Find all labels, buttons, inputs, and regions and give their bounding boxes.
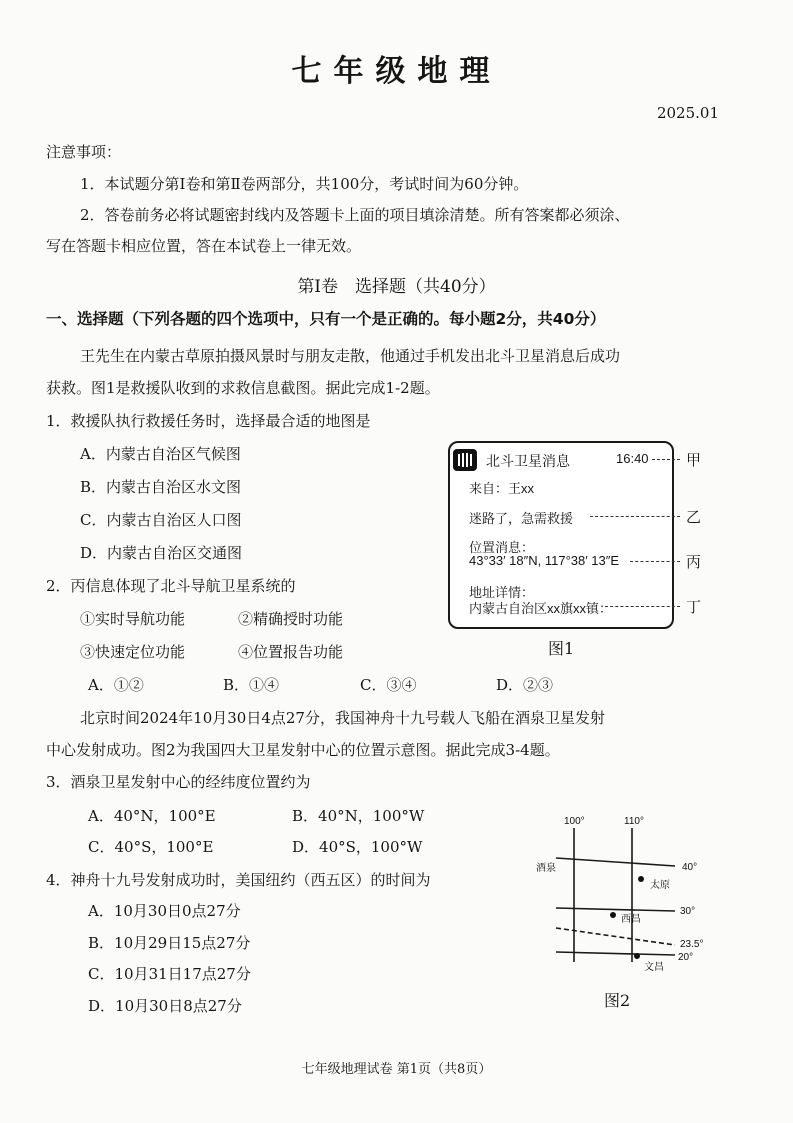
page-title: 七年级地理 (291, 54, 502, 89)
wenchang-point (634, 953, 640, 959)
notice-item-2-line-2: 写在答题卡相应位置，答在本试卷上一律无效。 (46, 237, 362, 255)
q2-item-1: ①实时导航功能 (80, 610, 186, 628)
intro1-line-2: 获救。图1是救援队收到的求救信息截图。据此完成1-2题。 (46, 379, 440, 397)
beidou-app-icon (453, 449, 477, 471)
q1-stem: 1．救援队执行救援任务时，选择最合适的地图是 (46, 412, 371, 430)
q2-option-c: C．③④ (360, 676, 417, 694)
q4-option-c: C．10月31日17点27分 (88, 965, 251, 983)
figure1-location-label: 位置消息： (469, 540, 535, 555)
q3-option-a: A．40°N，100°E (88, 807, 216, 825)
q1-option-b: B．内蒙古自治区水文图 (80, 478, 242, 496)
part1-title: 一、选择题（下列各题的四个选项中，只有一个是正确的。每小题2分，共40分） (46, 310, 606, 328)
q4-option-a: A．10月30日0点27分 (88, 902, 241, 920)
figure1-app-name: 北斗卫星消息 (486, 453, 570, 469)
leader-line-jia (652, 459, 680, 460)
exam-date: 2025.01 (656, 104, 719, 122)
figure1-tag-bing: 丙 (686, 553, 702, 571)
wenchang-label: 文昌 (644, 962, 664, 972)
figure1-tag-yi: 乙 (686, 508, 702, 526)
intro2-line-1: 北京时间2024年10月30日4点27分，我国神舟十九号载人飞船在酒泉卫星发射 (80, 709, 605, 727)
q2-option-b: B．①④ (223, 676, 280, 694)
lon-label-100: 100° (564, 816, 585, 827)
figure1-address-label: 地址详情： (469, 585, 535, 600)
q2-option-d: D．②③ (496, 676, 554, 694)
q1-option-d: D．内蒙古自治区交通图 (80, 544, 243, 562)
leader-line-ding (605, 606, 680, 607)
lat-label-23-5: 23.5° (680, 939, 704, 950)
figure1-time: 16:40 (616, 451, 649, 466)
q3-option-b: B．40°N，100°W (292, 807, 425, 825)
q2-item-3: ③快速定位功能 (80, 643, 186, 661)
leader-line-yi (590, 516, 680, 517)
taiyuan-point (638, 876, 644, 882)
q2-stem: 2．丙信息体现了北斗导航卫星系统的 (46, 577, 296, 595)
figure1-from: 来自：王xx (469, 481, 535, 496)
xichang-point (610, 912, 616, 918)
q3-stem: 3．酒泉卫星发射中心的经纬度位置约为 (46, 773, 311, 791)
jiuquan-label: 酒泉 (536, 863, 556, 874)
lon-label-110: 110° (624, 816, 644, 827)
notice-item-1: 1．本试题分第Ⅰ卷和第Ⅱ卷两部分，共100分，考试时间为60分钟。 (80, 175, 529, 193)
q2-option-a: A．①② (88, 676, 144, 694)
q2-item-2: ②精确授时功能 (238, 610, 344, 628)
q4-option-b: B．10月29日15点27分 (88, 934, 251, 952)
figure1-tag-ding: 丁 (686, 598, 702, 616)
lat-label-20: 20° (678, 952, 694, 963)
q3-option-d: D．40°S，100°W (292, 838, 423, 856)
figure1-tag-jia: 甲 (686, 451, 702, 469)
page-footer: 七年级地理试卷 第1页（共8页） (301, 1062, 492, 1077)
lat-label-40: 40° (682, 862, 698, 873)
q1-option-c: C．内蒙古自治区人口图 (80, 511, 242, 529)
figure1-location-value: 43°33′ 18″N, 117°38′ 13″E (469, 553, 620, 568)
figure2-launch-center-map (520, 812, 720, 972)
q4-option-d: D．10月30日8点27分 (88, 997, 242, 1015)
figure1-message: 迷路了，急需救援 (469, 511, 574, 526)
figure1-caption: 图1 (548, 639, 575, 658)
intro2-line-2: 中心发射成功。图2为我国四大卫星发射中心的位置示意图。据此完成3-4题。 (46, 741, 560, 759)
figure1-address-value: 内蒙古自治区xx旗xx镇： (469, 601, 613, 616)
leader-line-bing (630, 561, 680, 562)
xichang-label: 西昌 (621, 914, 641, 925)
intro1-line-1: 王先生在内蒙古草原拍摄风景时与朋友走散，他通过手机发出北斗卫星消息后成功 (80, 347, 621, 365)
taiyuan-label: 太原 (650, 880, 670, 891)
notice-heading: 注意事项： (46, 143, 122, 161)
q1-option-a: A．内蒙古自治区气候图 (80, 445, 241, 463)
q3-option-c: C．40°S，100°E (88, 838, 214, 856)
q2-item-4: ④位置报告功能 (238, 643, 344, 661)
notice-item-2-line-1: 2．答卷前务必将试题密封线内及答题卡上面的项目填涂清楚。所有答案都必须涂、 (80, 206, 630, 224)
lat-label-30: 30° (680, 906, 696, 917)
q4-stem: 4．神舟十九号发射成功时，美国纽约（西五区）的时间为 (46, 871, 431, 889)
figure2-caption: 图2 (604, 991, 631, 1010)
section-title: 第Ⅰ卷 选择题（共40分） (297, 277, 496, 297)
